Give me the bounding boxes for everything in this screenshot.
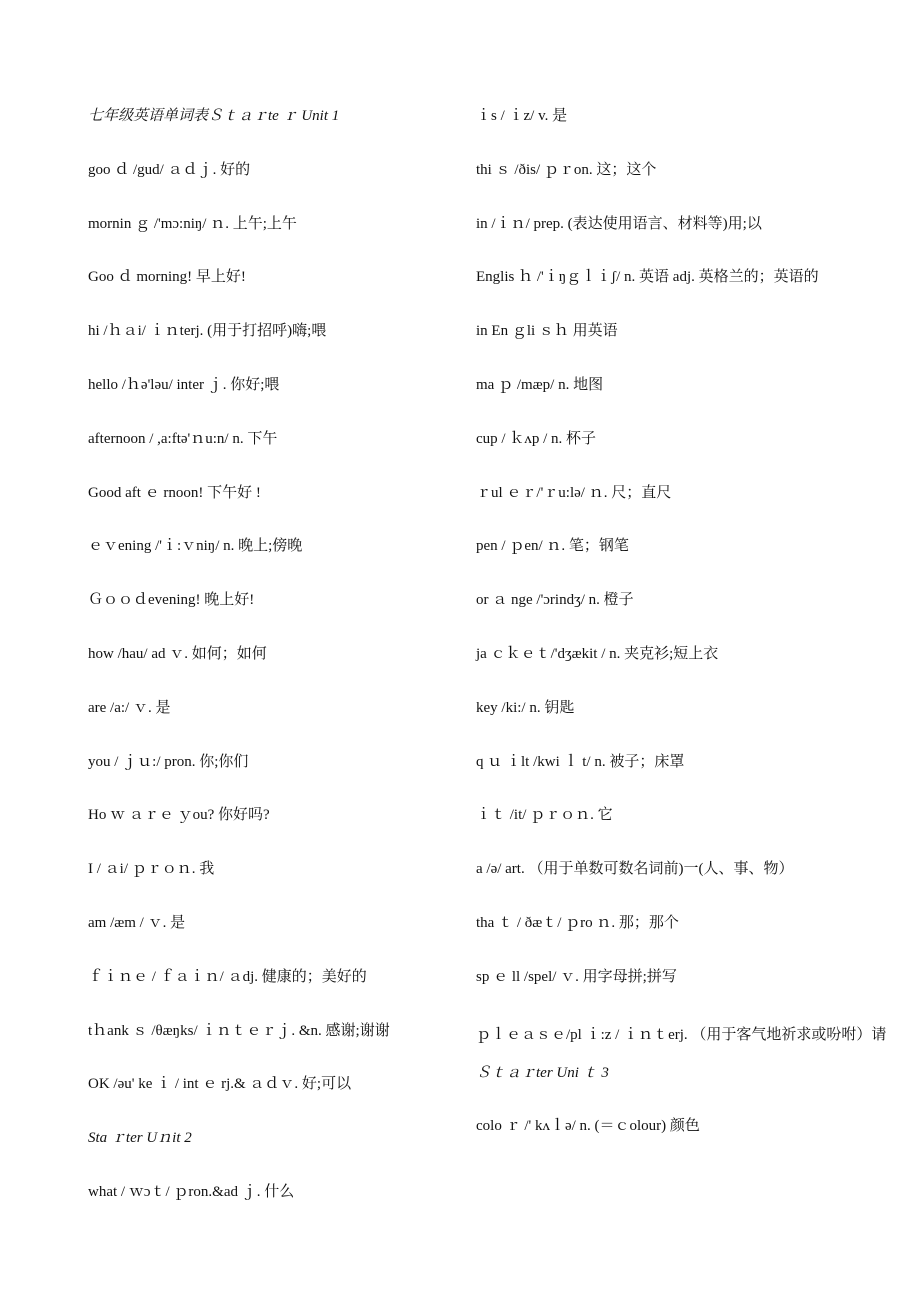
vocab-entry: tha ｔ / ðæｔ/ ｐro ｎ. 那；那个: [476, 914, 679, 931]
vocab-entry: Goo ｄ morning! 早上好!: [88, 269, 246, 286]
vocab-entry: Ho ｗ ａｒｅ ｙou? 你好吗?: [88, 807, 270, 824]
vocab-entry: Good aft ｅ rnoon! 下午好 !: [88, 484, 261, 501]
vocab-entry: ｆｉｎｅ / ｆａｉｎ/ ａdj. 健康的；美好的: [88, 968, 367, 985]
vocab-entry: I / ａi/ ｐｒｏｎ. 我: [88, 861, 215, 878]
vocab-entry: Englis ｈ /'ｉŋｇｌｉʃ/ n. 英语 adj. 英格兰的；英语的: [476, 269, 819, 286]
vocab-entry: OK /əu' ke ｉ / int ｅ rj.& ａｄｖ. 好;可以: [88, 1076, 352, 1093]
vocab-entry: pen / ｐen/ ｎ. 笔；钢笔: [476, 538, 629, 555]
vocab-entry: thi ｓ /ðis/ ｐｒon. 这；这个: [476, 161, 657, 178]
vocab-entry: ｉｔ /it/ ｐｒｏｎ. 它: [476, 807, 613, 824]
vocab-entry: or ａ nge /'ɔrindʒ/ n. 橙子: [476, 592, 634, 609]
vocab-entry: ｐｌｅａｓｅ/pl ｉ:z / ｉｎｔerj. （用于客气地祈求或吩咐）请: [476, 1026, 887, 1043]
vocab-entry: cup / ｋʌp / n. 杯子: [476, 430, 596, 447]
section-heading: Sta ｒter Uｎit 2: [88, 1130, 192, 1147]
section-heading: Ｓｔａｒter Uni ｔ 3: [476, 1064, 609, 1081]
left-column: [88, 101, 448, 1231]
vocab-entry: mornin ｇ /'mɔ:niŋ/ ｎ. 上午;上午: [88, 215, 297, 232]
vocab-entry: how /hau/ ad ｖ. 如何；如何: [88, 645, 267, 662]
vocab-entry: ｒul ｅｒ/'ｒu:lə/ ｎ. 尺；直尺: [476, 484, 672, 501]
vocab-entry: ｅｖening /'ｉ:ｖniŋ/ n. 晚上;傍晚: [88, 538, 303, 555]
section-heading: 七年级英语单词表Ｓｔａｒte ｒ Unit 1: [88, 108, 340, 124]
right-column: [476, 101, 896, 1165]
vocab-entry: am /æm / ｖ. 是: [88, 914, 186, 931]
vocab-entry: in En ｇli ｓｈ 用英语: [476, 323, 618, 340]
vocab-entry: afternoon / ,a:ftə'ｎu:n/ n. 下午: [88, 430, 278, 447]
vocab-entry: you / ｊｕ:/ pron. 你;你们: [88, 753, 249, 770]
vocab-entry: ｉs / ｉz/ v. 是: [476, 108, 568, 124]
vocab-entry: ja ｃｋｅｔ/'dʒækit / n. 夹克衫;短上衣: [476, 645, 719, 662]
vocab-entry: Ｇｏｏｄevening! 晚上好!: [88, 592, 255, 609]
vocab-entry: are /a:/ ｖ. 是: [88, 699, 171, 716]
vocab-entry: key /ki:/ n. 钥匙: [476, 699, 575, 716]
vocab-entry: a /ə/ art. （用于单数可数名词前)一(人、事、物）: [476, 861, 794, 878]
vocab-entry: hi /ｈａi/ ｉｎterj. (用于打招呼)嗨;喂: [88, 323, 327, 340]
vocab-entry: in /ｉｎ/ prep. (表达使用语言、材料等)用;以: [476, 215, 762, 232]
vocab-entry: ma ｐ /mæp/ n. 地图: [476, 376, 604, 393]
vocab-entry: q ｕ ｉlt /kwi ｌ t/ n. 被子；床罩: [476, 753, 685, 770]
vocab-entry: what / ｗɔｔ/ ｐron.&ad ｊ. 什么: [88, 1183, 295, 1200]
vocab-entry: sp ｅ ll /spel/ ｖ. 用字母拼;拼写: [476, 968, 677, 985]
vocab-entry: colo ｒ /' kʌｌə/ n. (＝ｃolour) 颜色: [476, 1118, 700, 1135]
vocab-entry: goo ｄ /gud/ ａｄｊ. 好的: [88, 161, 251, 178]
vocab-entry: hello /ｈə'ləu/ inter ｊ. 你好;喂: [88, 376, 280, 393]
vocab-entry: tｈank ｓ /θæŋks/ ｉｎｔｅｒｊ. &n. 感谢;谢谢: [88, 1022, 390, 1039]
